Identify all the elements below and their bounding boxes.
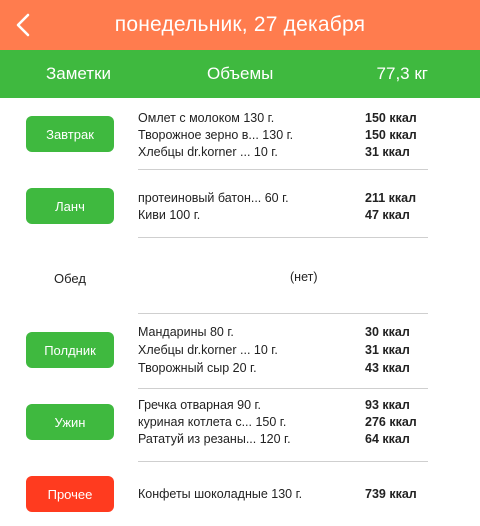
food-kcal: 150 ккал	[365, 111, 417, 125]
food-name: протеиновый батон... 60 г.	[138, 191, 289, 205]
page-title: понедельник, 27 декабря	[114, 13, 366, 36]
food-kcal: 31 ккал	[365, 145, 410, 159]
food-kcal: 47 ккал	[365, 208, 410, 222]
divider	[138, 169, 428, 170]
back-button[interactable]	[6, 8, 40, 42]
food-kcal: 43 ккал	[365, 361, 410, 375]
supper-button[interactable]: Ужин	[26, 404, 114, 440]
food-name: Творожное зерно в... 130 г.	[138, 128, 294, 142]
divider	[138, 237, 428, 238]
food-name: Хлебцы dr.korner ... 10 г.	[138, 343, 278, 357]
food-kcal: 64 ккал	[365, 432, 410, 446]
divider	[138, 313, 428, 314]
dinner-label[interactable]: Обед	[54, 270, 86, 286]
list-item[interactable]	[138, 207, 438, 224]
food-name: куриная котлета с... 150 г.	[138, 415, 287, 429]
list-item[interactable]	[138, 110, 438, 127]
divider	[138, 388, 428, 389]
food-kcal: 739 ккал	[365, 487, 417, 501]
tab-volumes[interactable]: Объемы	[207, 64, 274, 83]
food-name: Омлет с молоком 130 г.	[138, 111, 275, 125]
list-item[interactable]	[138, 144, 438, 161]
food-kcal: 150 ккал	[365, 128, 417, 142]
food-name: Гречка отварная 90 г.	[138, 398, 262, 412]
food-name: Мандарины 80 г.	[138, 325, 234, 339]
divider	[138, 461, 428, 462]
breakfast-button[interactable]: Завтрак	[26, 116, 114, 152]
list-item[interactable]	[138, 342, 438, 359]
empty-text: (нет)	[290, 270, 318, 284]
food-kcal: 31 ккал	[365, 343, 410, 357]
food-name: Конфеты шоколадные 130 г.	[138, 487, 303, 501]
lunch-button[interactable]: Ланч	[26, 188, 114, 224]
list-item[interactable]	[138, 127, 438, 144]
food-kcal: 93 ккал	[365, 398, 410, 412]
list-item[interactable]	[138, 414, 438, 431]
tab-bar	[0, 50, 480, 98]
food-name: Творожный сыр 20 г.	[138, 361, 257, 375]
food-name: Киви 100 г.	[138, 208, 201, 222]
weight-value[interactable]: 77,3 кг	[376, 64, 428, 83]
tab-notes[interactable]: Заметки	[46, 64, 112, 83]
food-kcal: 30 ккал	[365, 325, 410, 339]
chevron-left-icon	[14, 13, 32, 37]
food-kcal: 276 ккал	[365, 415, 417, 429]
food-name: Рататуй из резаны... 120 г.	[138, 432, 291, 446]
list-item[interactable]	[138, 360, 438, 377]
list-item[interactable]	[138, 324, 438, 341]
food-kcal: 211 ккал	[365, 191, 417, 205]
list-item[interactable]	[138, 486, 438, 503]
other-button[interactable]: Прочее	[26, 476, 114, 512]
snack-button[interactable]: Полдник	[26, 332, 114, 368]
header-bar	[0, 0, 480, 50]
list-item[interactable]	[138, 431, 438, 448]
list-item[interactable]	[138, 190, 438, 207]
list-item[interactable]	[138, 397, 438, 414]
food-name: Хлебцы dr.korner ... 10 г.	[138, 145, 278, 159]
